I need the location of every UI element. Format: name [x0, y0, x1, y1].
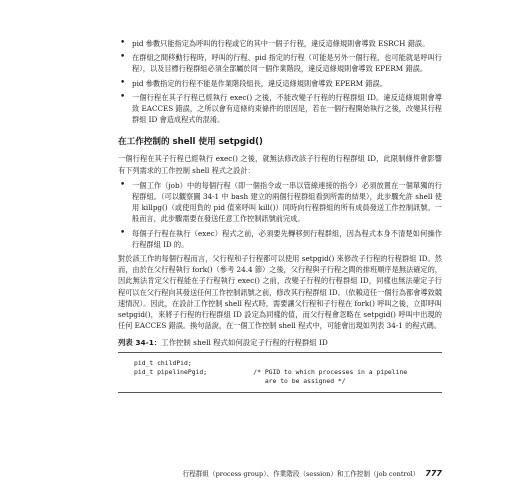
list-item: • 在群組之間移動行程時，呼叫的行程、pid 指定的行程（可能是另外一個行程，也可能就是呼叫行程），以及目標行程群組必須全部屬於同一個作業階段，違反這條規則會導致 EPERM 錯誤。 — [118, 52, 442, 74]
paragraph-body: 對於該工作的每個行程而言，父行程和子行程都可以使用 setpgid() 來修改子行程的行程群組 ID。然而，由於在父行程執行 fork()（參考 24.4 節）之後，父行程與子行程之間的排班順序是無法確定的，因此無法肯定父行程能在子行程執行 exec() 之前，改變子行程的行程群組 ID，同樣也無法確定子行程可以在父行程向其發送任何工作控制訊號之前，修改其行程群組 ID。（依賴這任一個行為都會導致競速情況）。因此，在設計工作控制 shell 程式時，需要讓父行程和子行程在 fork() 呼叫之後，立即呼叫 setpgid()，來將子行程的行程群組 ID 設定為同樣的值，而父行程會忽略在 setpgid() 呼叫中出現的任何 EACCES 錯誤。換句話說，在一個工作控制 shell 程式中，可能會出現如列表 34-1 的程式碼。 — [118, 254, 442, 331]
list-item: • 每個子行程在執行（exec）程式之前，必須要先轉移到行程群組，因為程式本身不清楚如何操作行程群組 ID 的。 — [118, 228, 442, 250]
list-item: • 一個行程在其子行程已經執行 exec() 之後，不能改變子行程的行程群組 ID。違反這條規則會導致 EACCES 錯誤，之所以會有這條約束條件的原因是，若在一個行程開始執行之後，改變其行程群組 ID 會造成程式的混淆。 — [118, 92, 442, 126]
top-bullet-list — [118, 38, 442, 125]
section-heading: 在工作控制的 shell 使用 setpgid() — [118, 137, 263, 148]
page-number: 777 — [425, 469, 442, 478]
list-item: • pid 參數只能指定為呼叫的行程或它的其中一個子行程，違反這條規則會導致 ESRCH 錯誤。 — [118, 38, 442, 49]
listing-caption — [118, 337, 442, 348]
paragraph-intro: 一個行程在其子行程已經執行 exec() 之後，就無法修改該子行程的行程群組 ID，此限制條件會影響有下列需求的工作控制 shell 程式之設計： — [118, 154, 442, 175]
page-footer — [118, 468, 442, 478]
list-item: • 一個工作（job）中的每個行程（即一個指令或一串以管線連接的指令）必須放置在一個單獨的行程群組。（可以觀察圖 34-1 中 bash 建立的兩個行程群組看到所需的結果），此步驟允許 shell 使用 killpg()（或使用負的 pid 值來呼叫 kill()）同時向行程群組的所有成員發送工作控制訊號。一般而言，此步驟需要在發送任意工作控制訊號前完成。 — [118, 180, 442, 225]
list-item: • pid 參數指定的行程不能是作業階段組長，違反這條規則會導致 EPERM 錯誤。 — [118, 78, 442, 89]
mid-bullet-list — [118, 180, 442, 250]
code-listing: pid_t childPid; pid_t pipelinePgid; /* PGID to which processes in a pipeline are to be assigned */ — [118, 352, 442, 393]
page-body — [118, 38, 442, 393]
footer-text: 行程群組（process group）、作業階段（session）和工作控制（job control） — [182, 470, 420, 478]
listing-title: 工作控制 shell 程式如何設定子行程的行程群組 ID — [161, 338, 328, 348]
listing-label: 列表 34-1： — [118, 338, 162, 348]
